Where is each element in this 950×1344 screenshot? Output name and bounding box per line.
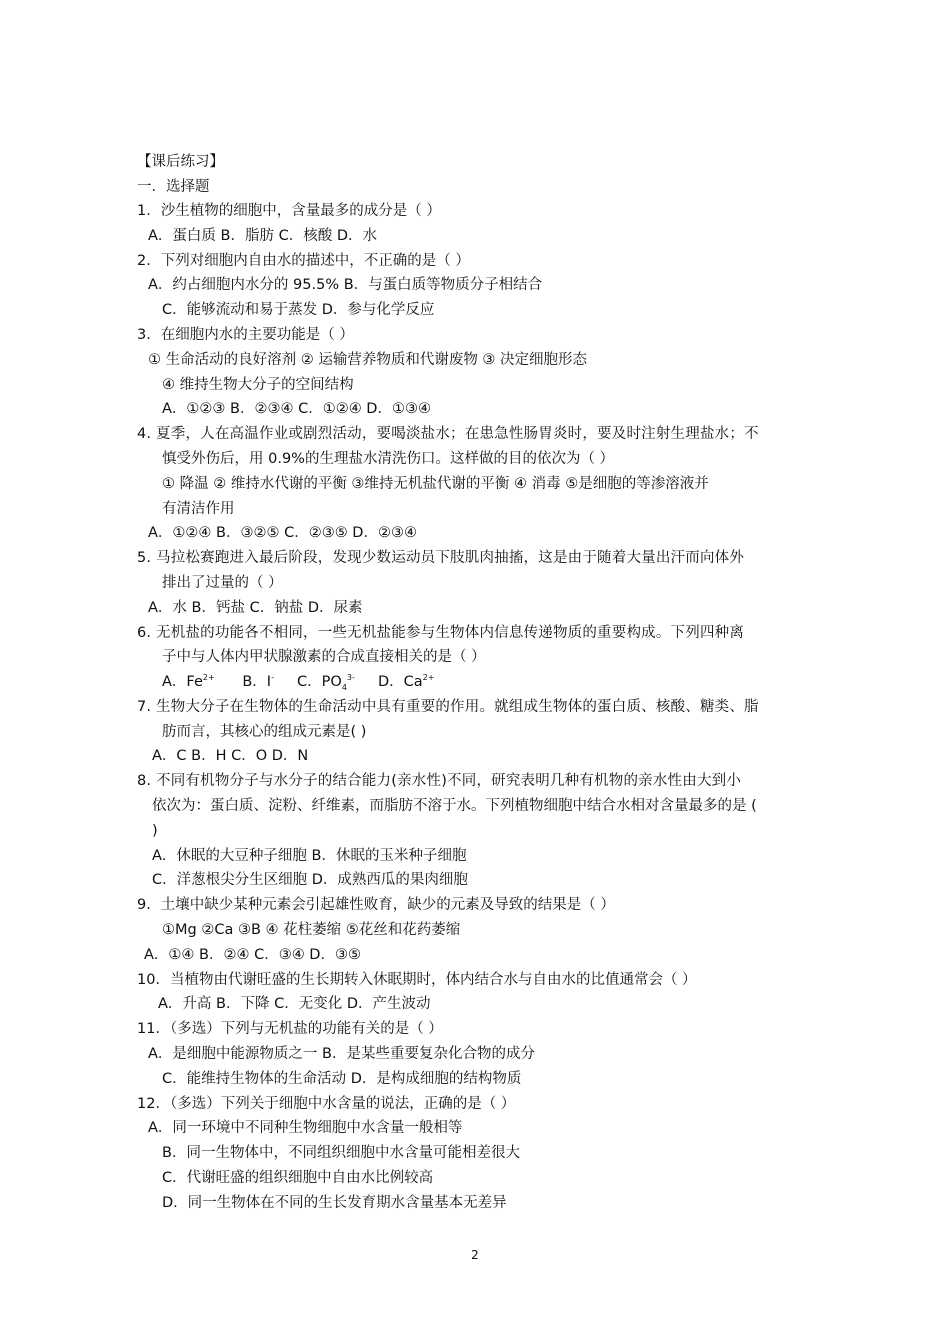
question-1-options: A．蛋白质 B．脂肪 C．核酸 D．水	[148, 228, 377, 244]
question-3-items-2: ④ 维持生物大分子的空间结构	[162, 377, 354, 393]
question-7-line-2: 肪而言，其核心的组成元素是( )	[162, 724, 367, 740]
question-10-options: A．升高 B．下降 C．无变化 D．产生波动	[158, 996, 431, 1012]
question-6-line-2: 子中与人体内甲状腺激素的合成直接相关的是（ ）	[162, 649, 486, 665]
option-d: D．$Ca^{2+}$	[377, 673, 435, 690]
page-number: 2	[471, 1248, 479, 1262]
question-3-items-1: ① 生命活动的良好溶剂 ② 运输营养物质和代谢废物 ③ 决定细胞形态	[148, 352, 588, 368]
option-c: C．$PO_4^{3-}$	[297, 673, 355, 692]
question-8-options-1: A．休眠的大豆种子细胞 B．休眠的玉米种子细胞	[152, 848, 467, 864]
question-4-items-1: ① 降温 ② 维持水代谢的平衡 ③维持无机盐代谢的平衡 ④ 消毒 ⑤是细胞的等渗溶液并	[162, 476, 709, 492]
question-7-options: A．C B．H C．O D．N	[152, 748, 309, 764]
question-8-line-2: 依次为：蛋白质、淀粉、纤维素，而脂肪不溶于水。下列植物细胞中结合水相对含量最多的是 (	[152, 798, 757, 814]
question-11: 11．（多选）下列与无机盐的功能有关的是（ ）	[137, 1021, 443, 1037]
question-11-options-2: C．能维持生物体的生命活动 D．是构成细胞的结构物质	[162, 1071, 522, 1087]
question-4-line-2: 慎受外伤后，用 0.9%的生理盐水清洗伤口。这样做的目的依次为（ ）	[162, 451, 615, 467]
question-9-items: ①Mg ②Ca ③B ④ 花柱萎缩 ⑤花丝和花药萎缩	[162, 922, 461, 938]
exercise-header: 【课后练习】	[137, 154, 224, 170]
option-b: B．I-	[242, 673, 274, 690]
question-9-options: A．①④ B．②④ C．③④ D．③⑤	[144, 947, 361, 963]
question-8-line-1: 8. 不同有机物分子与水分子的结合能力(亲水性)不同，研究表明几种有机物的亲水性由大到小	[137, 773, 742, 789]
question-5-options: A．水 B．钙盐 C．钠盐 D．尿素	[148, 600, 363, 616]
question-6-line-1: 6. 无机盐的功能各不相同，一些无机盐能参与生物体内信息传递物质的重要构成。下列四种离	[137, 625, 745, 641]
question-7-line-1: 7. 生物大分子在生物体的生命活动中具有重要的作用。就组成生物体的蛋白质、核酸、糖类、脂	[137, 699, 759, 715]
question-2-options-1: A．约占细胞内水分的 95.5% B．与蛋白质等物质分子相结合	[148, 277, 543, 293]
question-11-options-1: A．是细胞中能源物质之一 B．是某些重要复杂化合物的成分	[148, 1046, 535, 1062]
question-2: 2．下列对细胞内自由水的描述中，不正确的是（ ）	[137, 253, 470, 269]
question-12-option-d: D．同一生物体在不同的生长发育期水含量基本无差异	[162, 1195, 507, 1211]
question-5-line-1: 5. 马拉松赛跑进入最后阶段，发现少数运动员下肢肌肉抽搐，这是由于随着大量出汗而向体外	[137, 550, 745, 566]
question-1: 1．沙生植物的细胞中，含量最多的成分是（ ）	[137, 203, 441, 219]
question-8-options-2: C．洋葱根尖分生区细胞 D．成熟西瓜的果肉细胞	[152, 872, 468, 888]
question-5-line-2: 排出了过量的（ ）	[162, 575, 283, 591]
question-2-options-2: C．能够流动和易于蒸发 D．参与化学反应	[162, 302, 435, 318]
question-12-option-b: B．同一生物体中，不同组织细胞中水含量可能相差很大	[162, 1145, 520, 1161]
question-4-line-1: 4. 夏季，人在高温作业或剧烈活动，要喝淡盐水；在患急性肠胃炎时，要及时注射生理盐水；不	[137, 426, 759, 442]
section-title: 一．选择题	[137, 179, 210, 195]
question-12: 12．（多选）下列关于细胞中水含量的说法，正确的是（ ）	[137, 1096, 516, 1112]
question-4-items-2: 有清洁作用	[162, 501, 235, 517]
option-a: A．$Fe^{2+}$	[162, 673, 215, 690]
question-3: 3．在细胞内水的主要功能是（ ）	[137, 327, 354, 343]
question-12-option-c: C．代谢旺盛的组织细胞中自由水比例较高	[162, 1170, 434, 1186]
question-10: 10．当植物由代谢旺盛的生长期转入休眠期时，体内结合水与自由水的比值通常会（ ）	[137, 972, 697, 988]
question-3-options: A．①②③ B．②③④ C．①②④ D．①③④	[162, 401, 431, 417]
question-4-options: A．①②④ B．③②⑤ C．②③⑤ D．②③④	[148, 525, 417, 541]
question-12-option-a: A．同一环境中不同种生物细胞中水含量一般相等	[148, 1120, 463, 1136]
question-9: 9．土壤中缺少某种元素会引起雄性败育，缺少的元素及导致的结果是（ ）	[137, 897, 615, 913]
question-8-line-3: )	[152, 823, 158, 839]
